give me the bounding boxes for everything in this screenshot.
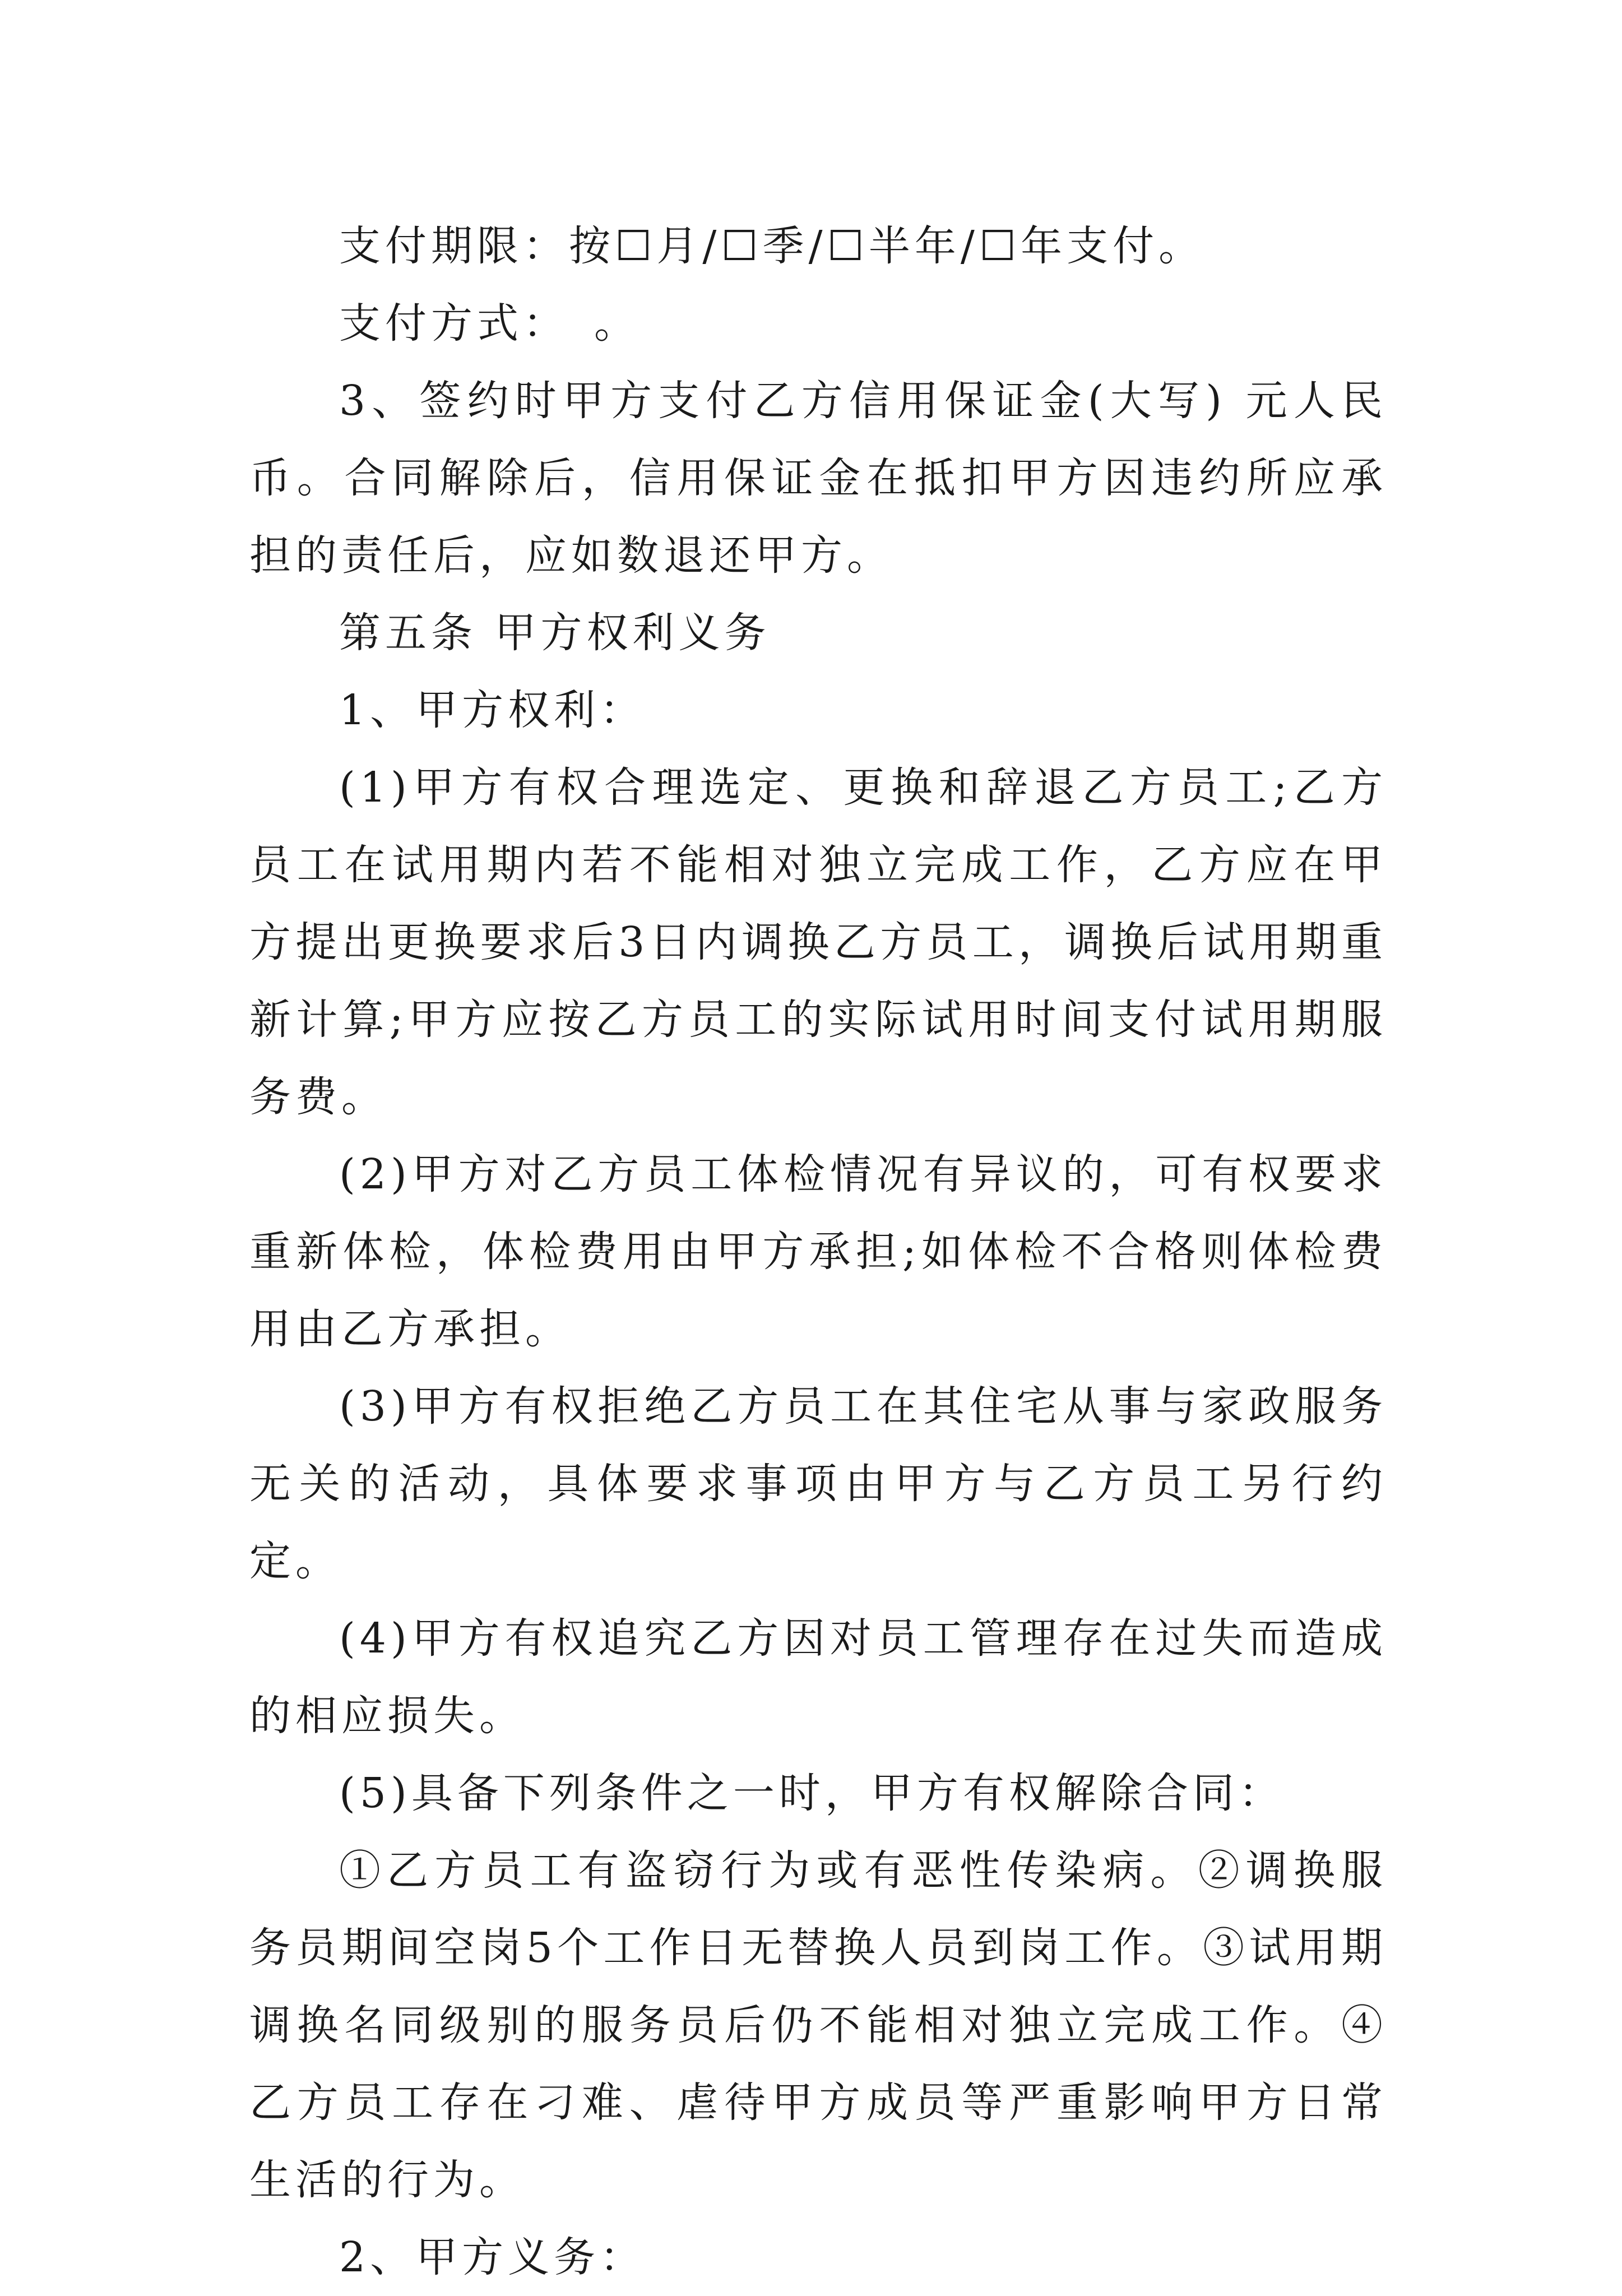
paragraph-payment-period: 支付期限：按☐月/☐季/☐半年/☐年支付。 xyxy=(339,222,1205,270)
paragraph-termination-conditions: ①乙方员工有盗窃行为或有恶性传染病。②调换服务员期间空岗5个工作日无替换人员到岗工作。③试用期调换名同级别的服务员后仍不能相对独立完成工作。④乙方员工存在刁难、虐待甲方成员等严重影响甲方日常生活的行为。 xyxy=(249,1846,1387,2204)
subheading-party-a-obligations: 2、甲方义务： xyxy=(339,2233,646,2281)
paragraph-right-1: (1)甲方有权合理选定、更换和辞退乙方员工;乙方员工在试用期内若不能相对独立完成工作，乙方应在甲方提出更换要求后3日内调换乙方员工，调换后试用期重新计算;甲方应按乙方员工的实际试用时间支付试用期服务费。 xyxy=(249,763,1387,1121)
paragraph-right-4: (4)甲方有权追究乙方因对员工管理存在过失而造成的相应损失。 xyxy=(249,1614,1387,1740)
section-heading-article-5: 第五条 甲方权利义务 xyxy=(339,609,771,657)
paragraph-right-3: (3)甲方有权拒绝乙方员工在其住宅从事与家政服务无关的活动，具体要求事项由甲方与乙方员工另行约定。 xyxy=(249,1382,1387,1585)
subheading-party-a-rights: 1、甲方权利： xyxy=(339,686,646,734)
paragraph-right-5: (5)具备下列条件之一时，甲方有权解除合同： xyxy=(339,1769,1285,1817)
paragraph-right-2: (2)甲方对乙方员工体检情况有异议的，可有权要求重新体检，体检费用由甲方承担;如体检不合格则体检费用由乙方承担。 xyxy=(249,1150,1387,1353)
paragraph-payment-method: 支付方式： 。 xyxy=(339,299,640,348)
document-body xyxy=(249,207,1387,2296)
paragraph-deposit: 3、签约时甲方支付乙方信用保证金(大写) 元人民币。合同解除后，信用保证金在抵扣甲方因违约所应承担的责任后，应如数退还甲方。 xyxy=(249,377,1387,580)
